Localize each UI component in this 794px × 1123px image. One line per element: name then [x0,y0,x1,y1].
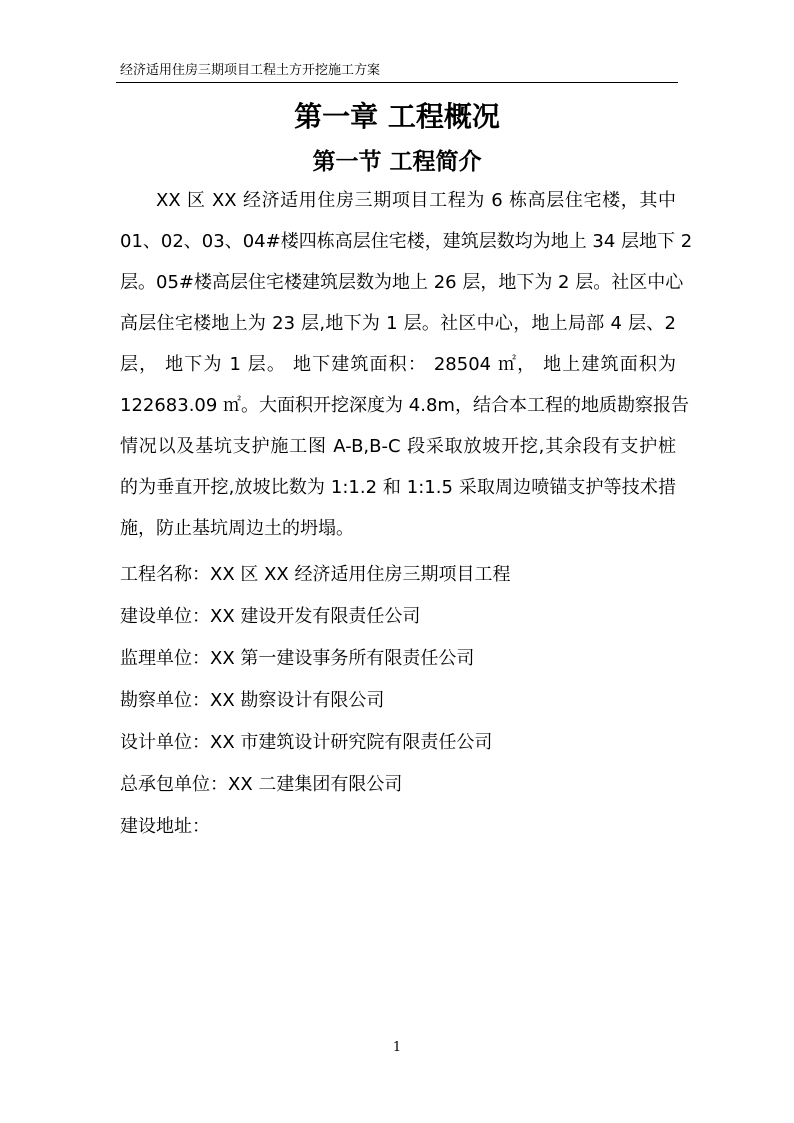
intro-line-1: XX 区 XX 经济适用住房三期项目工程为 6 栋高层住宅楼，其中 [156,190,676,211]
intro-line-7: 情况以及基坑支护施工图 A-B,B-C 段采取放坡开挖,其余段有支护桩 [120,436,676,457]
intro-paragraph [120,180,693,549]
page-number: 1 [392,1040,402,1055]
intro-line-3: 层。05#楼高层住宅楼建筑层数为地上 26 层，地下为 2 层。社区中心 [120,272,684,293]
project-info-list [120,554,676,848]
construction-unit: 建设单位：XX 建设开发有限责任公司 [120,606,421,627]
section-title: 第一节 工程简介 [312,148,482,175]
survey-unit: 勘察单位：XX 勘察设计有限公司 [120,690,385,711]
header-rule [116,82,678,83]
intro-line-5: 层， 地下为 1 层。 地下建筑面积： 28504 ㎡， 地上建筑面积为 [120,354,676,375]
intro-line-9: 施，防止基坑周边土的坍塌。 [120,518,354,539]
intro-line-8: 的为垂直开挖,放坡比数为 1:1.2 和 1:1.5 采取周边喷锚支护等技术措 [120,477,676,498]
intro-line-6: 122683.09 ㎡。大面积开挖深度为 4.8m，结合本工程的地质勘察报告 [120,395,689,416]
chapter-title: 第一章 工程概况 [294,100,500,133]
running-header: 经济适用住房三期项目工程土方开挖施工方案 [120,63,381,78]
supervision-unit: 监理单位：XX 第一建设事务所有限责任公司 [120,648,475,669]
intro-line-2: 01、02、03、04#楼四栋高层住宅楼，建筑层数均为地上 34 层地下 2 [120,231,693,252]
construction-address: 建设地址： [120,816,210,837]
general-contractor: 总承包单位：XX 二建集团有限公司 [120,774,403,795]
project-name: 工程名称：XX 区 XX 经济适用住房三期项目工程 [120,564,511,585]
intro-line-4: 高层住宅楼地上为 23 层,地下为 1 层。社区中心，地上局部 4 层、2 [120,313,676,334]
design-unit: 设计单位：XX 市建筑设计研究院有限责任公司 [120,732,493,753]
